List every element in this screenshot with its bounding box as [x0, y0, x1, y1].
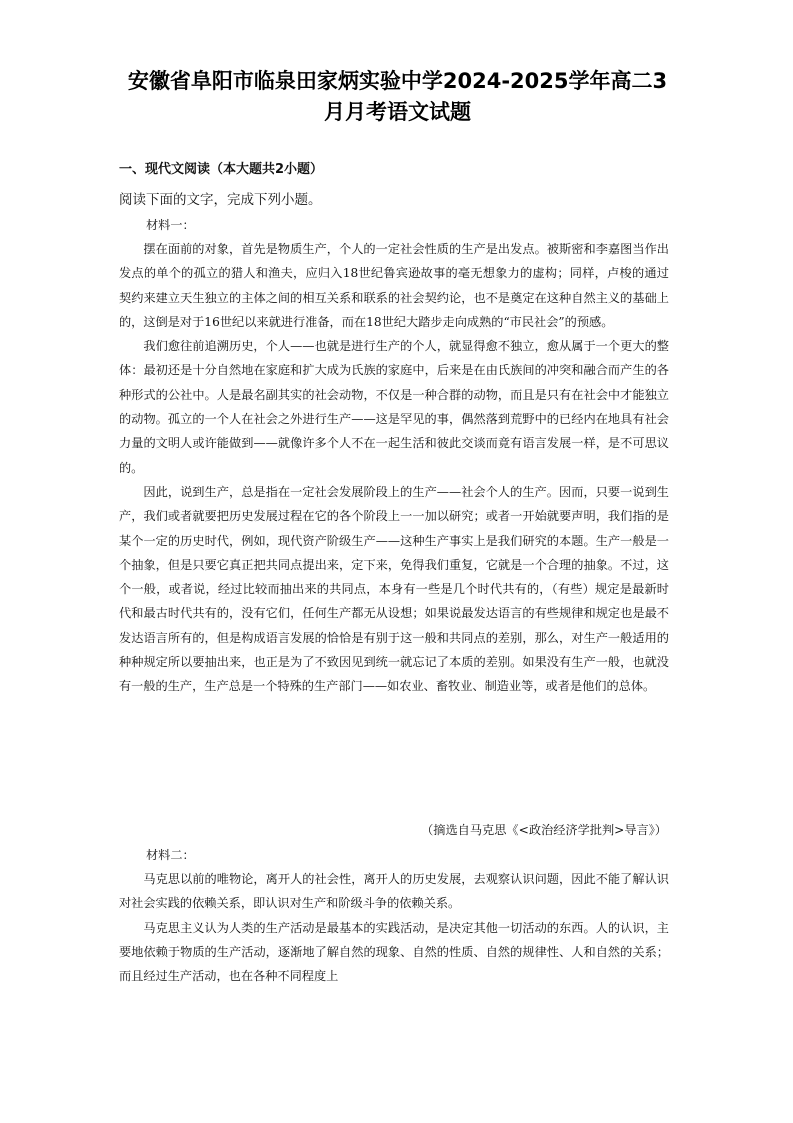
material-one-paragraph: 摆在面前的对象，首先是物质生产，个人的一定社会性质的生产是出发点。被斯密和李嘉图当作出发点的单个的孤立的猎人和渔夫，应归入18世纪鲁宾逊故事的毫无想象力的虚构；同样，卢梭的通过契约来建立天生独立的主体之间的相互关系和联系的社会契约论，也不是奠定在这种自然主义的基础上的，这倒是对于16世纪以来就进行准备，而在18世纪大踏步走向成熟的“市民社会”的预感。	[119, 242, 669, 329]
section-heading: 一、现代文阅读（本大题共2小题）	[119, 162, 324, 177]
material-one-paragraph: 我们愈往前追溯历史，个人——也就是进行生产的个人，就显得愈不独立，愈从属于一个更大的整体：最初还是十分自然地在家庭和扩大成为氏族的家庭中，后来是在由氏族间的冲突和融合而产生的各种形式的公社中。人是最名副其实的社会动物，不仅是一种合群的动物，而且是只有在社会中才能独立的动物。孤立的一个人在社会之外进行生产——这是罕见的事，偶然落到荒野中的已经内在地具有社会力量的文明人或许能做到——就像许多个人不在一起生活和彼此交谈而竟有语言发展一样，是不可思议的。	[119, 339, 669, 475]
material-one-paragraph: 因此，说到生产，总是指在一定社会发展阶段上的生产——社会个人的生产。因而，只要一说到生产，我们或者就要把历史发展过程在它的各个阶段上一一加以研究；或者一开始就要声明，我们指的是某个一定的历史时代，例如，现代资产阶级生产——这种生产事实上是我们研究的本题。生产一般是一个抽象，但是只要它真正把共同点提出来，定下来，免得我们重复，它就是一个合理的抽象。不过，这个一般，或者说，经过比较而抽出来的共同点，本身有一些是几个时代共有的，（有些）规定是最新时代和最古时代共有的，没有它们，任何生产都无从设想；如果说最发达语言的有些规律和规定也是最不发达语言所有的，但是构成语言发展的恰恰是有别于这一般和共同点的差别，那么，对生产一般适用的种种规定所以要抽出来，也正是为了不致因见到统一就忘记了本质的差别。如果没有生产一般，也就没有一般的生产，生产总是一个特殊的生产部门——如农业、畜牧业、制造业等，或者是他们的总体。	[119, 484, 669, 694]
material-one-label: 材料一：	[146, 218, 195, 232]
material-two-paragraph: 马克思以前的唯物论，离开人的社会性，离开人的历史发展，去观察认识问题，因此不能了解认识对社会实践的依赖关系，即认识对生产和阶级斗争的依赖关系。	[119, 872, 669, 911]
reading-instruction: 阅读下面的文字，完成下列小题。	[119, 192, 322, 208]
material-two-label: 材料二：	[146, 848, 195, 862]
material-one-source: （摘选自马克思《<政治经济学批判>导言》）	[421, 823, 667, 837]
material-two-body	[119, 867, 669, 988]
material-two-paragraph: 马克思主义认为人类的生产活动是最基本的实践活动，是决定其他一切活动的东西。人的认识，主要地依赖于物质的生产活动，逐渐地了解自然的现象、自然的性质、自然的规律性、人和自然的关系；而且经过生产活动，也在各种不同程度上	[119, 920, 669, 984]
page-title: 安徽省阜阳市临泉田家炳实验中学2024-2025学年高二3月月考语文试题	[127, 69, 668, 124]
material-one-body	[119, 237, 669, 699]
